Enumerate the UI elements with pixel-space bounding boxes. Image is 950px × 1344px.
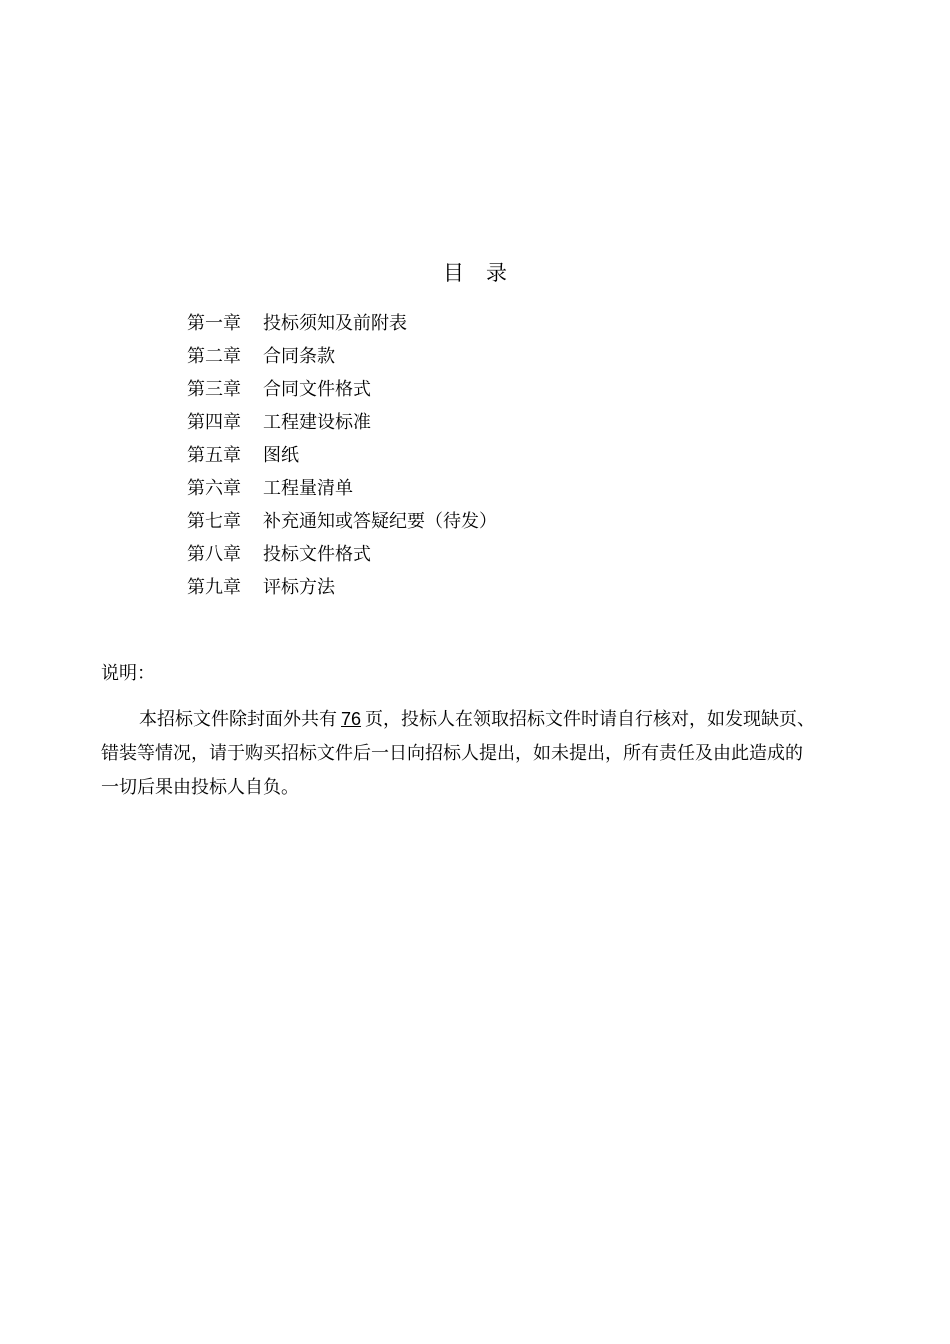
- toc-chapter-title: 工程量清单: [263, 478, 353, 499]
- toc-chapter-title: 工程建设标准: [263, 412, 371, 433]
- toc-item-chapter-1: [187, 307, 497, 340]
- toc-chapter-number: 第八章: [187, 544, 241, 565]
- toc-item-chapter-3: [187, 373, 497, 406]
- note-text-after-count: 页，投标人在领取招标文件时请自行核对，如发现缺页、: [365, 709, 816, 730]
- toc-chapter-number: 第七章: [187, 511, 241, 532]
- toc-chapter-number: 第三章: [187, 379, 241, 400]
- page-count-value: 76: [341, 709, 362, 729]
- toc-chapter-number: 第二章: [187, 346, 241, 367]
- toc-chapter-title: 投标须知及前附表: [263, 313, 407, 334]
- toc-chapter-title: 合同文件格式: [263, 379, 371, 400]
- toc-item-chapter-4: [187, 406, 497, 439]
- toc-title-part1: 目: [443, 261, 464, 285]
- toc-item-chapter-9: [187, 571, 497, 604]
- toc-title-part2: 录: [486, 261, 507, 285]
- toc-chapter-number: 第六章: [187, 478, 241, 499]
- note-text-before-count: 本招标文件除封面外共有: [139, 709, 337, 730]
- toc-chapter-title: 评标方法: [263, 577, 335, 598]
- toc-chapter-title: 补充通知或答疑纪要（待发）: [263, 511, 497, 532]
- toc-item-chapter-7: [187, 505, 497, 538]
- note-label: 说明：: [101, 663, 155, 684]
- toc-chapter-title: 图纸: [263, 445, 299, 466]
- toc-chapter-number: 第九章: [187, 577, 241, 598]
- toc-chapter-title: 投标文件格式: [263, 544, 371, 565]
- toc-item-chapter-8: [187, 538, 497, 571]
- note-line-2: 错装等情况，请于购买招标文件后一日向招标人提出，如未提出，所有责任及由此造成的: [101, 743, 803, 764]
- toc-item-chapter-6: [187, 472, 497, 505]
- toc-title: [0, 258, 950, 288]
- toc-item-chapter-2: [187, 340, 497, 373]
- toc-chapter-number: 第五章: [187, 445, 241, 466]
- toc-chapter-title: 合同条款: [263, 346, 335, 367]
- toc-chapter-number: 第四章: [187, 412, 241, 433]
- toc-chapter-number: 第一章: [187, 313, 241, 334]
- note-line-1: [101, 702, 871, 737]
- note-paragraph: [101, 702, 871, 805]
- toc-item-chapter-5: [187, 439, 497, 472]
- toc-list: [187, 307, 497, 604]
- note-line-3: 一切后果由投标人自负。: [101, 777, 299, 798]
